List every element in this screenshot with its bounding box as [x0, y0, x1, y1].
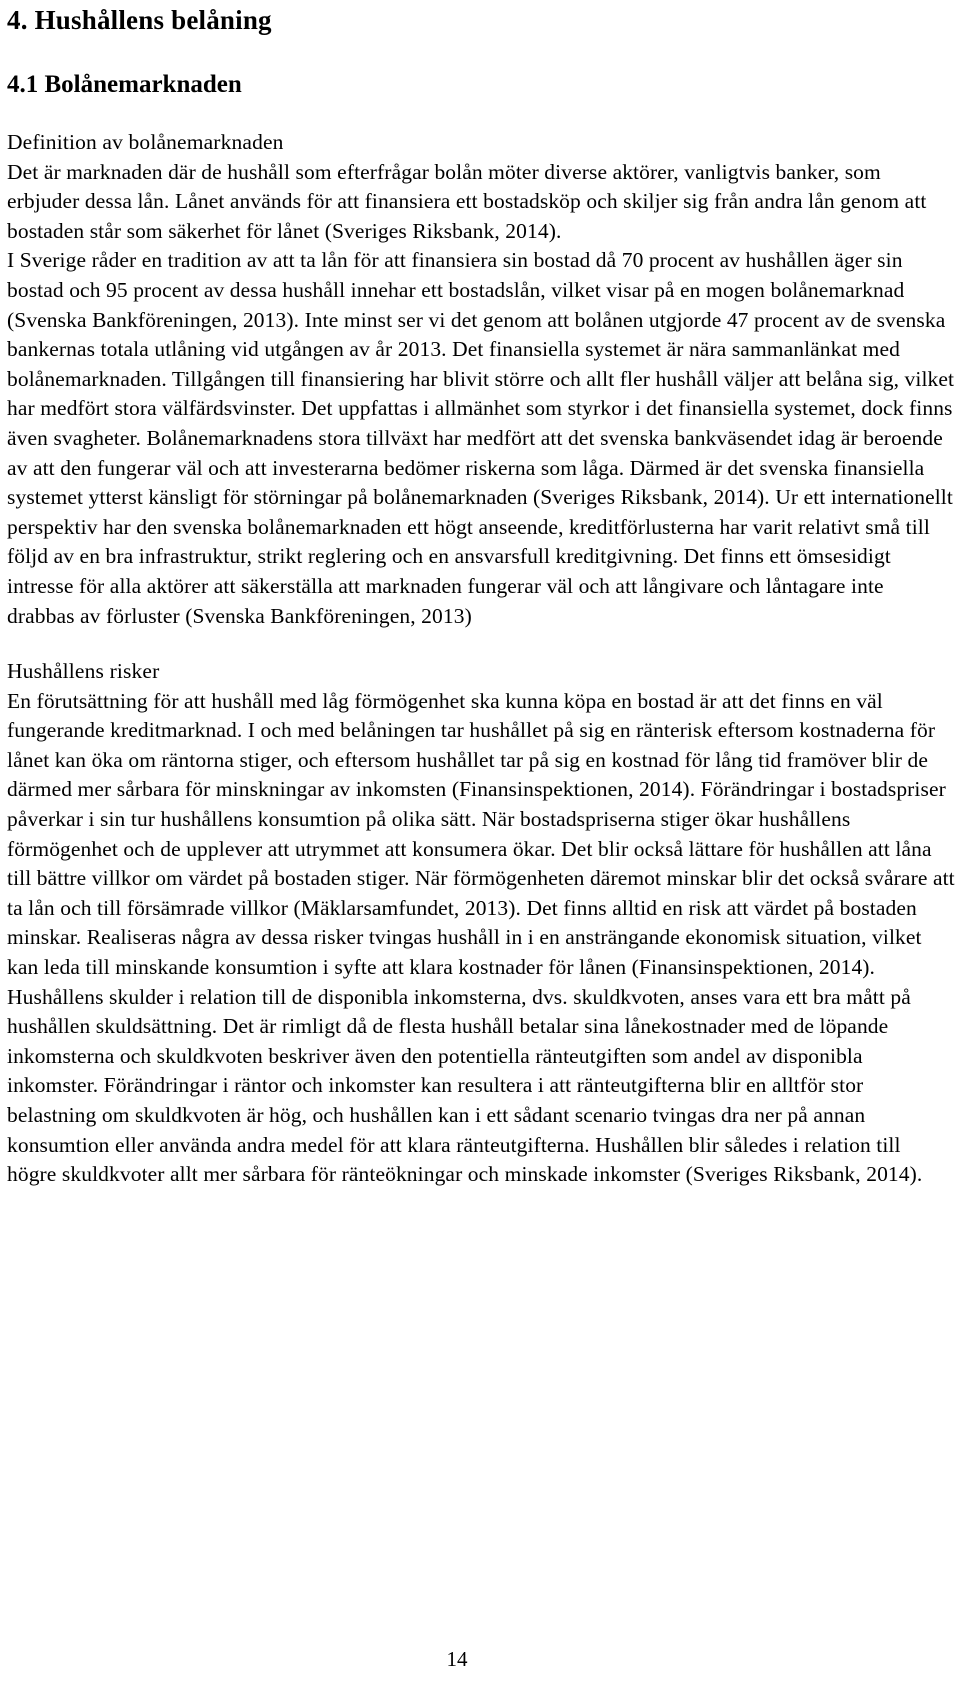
subsection-definition	[7, 128, 955, 631]
paragraph: Det är marknaden där de hushåll som efterfrågar bolån möter diverse aktörer, vanligtvis banker, som erbjuder dessa lån. Lånet används för att finansiera ett bostadsköp och skiljer sig från andra lån genom att bostaden står som säkerhet för lånet (Sveriges Riksbank, 2014).	[7, 159, 927, 243]
document-page	[7, 0, 955, 1671]
subsection-risks	[7, 657, 955, 1190]
paragraph: En förutsättning för att hushåll med låg förmögenhet ska kunna köpa en bostad är att det finns en väl fungerande kreditmarknad. I och med belåningen tar hushållet på sig en ränterisk eftersom kostnaderna för lånet kan öka om räntorna stiger, och eftersom hushållet tar på sig en kostnad för lång tid framöver blir de därmed mer sårbara för minskningar av inkomsten (Finansinspektionen, 2014). Förändringar i bostadspriser påverkar i sin tur hushållens konsumtion på olika sätt. När bostadspriserna stiger ökar hushållens förmögenhet och de upplever att utrymmet att konsumera ökar. Det blir också lättare för hushållen att låna till bättre villkor om värdet på bostaden stiger. När förmögenheten däremot minskar blir det också svårare att ta lån och till försämrade villkor (Mäklarsamfundet, 2013). Det finns alltid en risk att värdet på bostaden minskar. Realiseras några av dessa risker tvingas hushåll in i en ansträngande ekonomisk situation, vilket kan leda till minskande konsumtion i syfte att klara kostnader för lånen (Finansinspektionen, 2014).	[7, 688, 955, 980]
subsection-heading: Hushållens risker	[7, 659, 160, 684]
section-title: 4.1 Bolånemarknaden	[7, 71, 242, 98]
chapter-title: 4. Hushållens belåning	[7, 5, 272, 35]
subsection-heading: Definition av bolånemarknaden	[7, 130, 284, 154]
page-number: 14	[446, 1647, 468, 1671]
paragraph: Hushållens skulder i relation till de disponibla inkomsterna, dvs. skuldkvoten, anses vara ett bra mått på hushållen skuldsättning. Det är rimligt då de flesta hushåll betalar sina lånekostnader med de löpande inkomsterna och skuldkvoten beskriver även den potentiella ränteutgiften som andel av disponibla inkomster. Förändringar i räntor och inkomster kan resultera i att ränteutgifterna blir en alltför stor belastning om skuldkvoten är hög, och hushållen kan i ett sådant scenario tvingas dra ner på annan konsumtion eller använda andra medel för att klara ränteutgifterna. Hushållen blir således i relation till högre skuldkvoter allt mer sårbara för ränteökningar och minskade inkomster (Sveriges Riksbank, 2014).	[7, 984, 923, 1187]
paragraph: I Sverige råder en tradition av att ta lån för att finansiera sin bostad då 70 procent av hushållen äger sin bostad och 95 procent av dessa hushåll innehar ett bostadslån, vilket visar på en mogen bolånemarknad (Svenska Bankföreningen, 2013). Inte minst ser vi det genom att bolånen utgjorde 47 procent av de svenska bankernas totala utlåning vid utgången av år 2013. Det finansiella systemet är nära sammanlänkat med bolånemarknaden. Tillgången till finansiering har blivit större och allt fler hushåll väljer att belåna sig, vilket har medfört stora välfärdsvinster. Det uppfattas i allmänhet som styrkor i det finansiella systemet, dock finns även svagheter. Bolånemarknadens stora tillväxt har medfört att det svenska bankväsendet idag är beroende av att den fungerar väl och att investerarna bedömer riskerna som låga. Därmed är det svenska finansiella systemet ytterst känsligt för störningar på bolånemarknaden (Sveriges Riksbank, 2014). Ur ett internationellt perspektiv har den svenska bolånemarknaden ett högt anseende, kreditförlusterna har varit relativt små till följd av en bra infrastruktur, strikt reglering och en ansvarsfull kreditgivning. Det finns ett ömsesidigt intresse för alla aktörer att säkerställa att marknaden fungerar väl och att långivare och låntagare inte drabbas av förluster (Svenska Bankföreningen, 2013)	[7, 248, 955, 628]
